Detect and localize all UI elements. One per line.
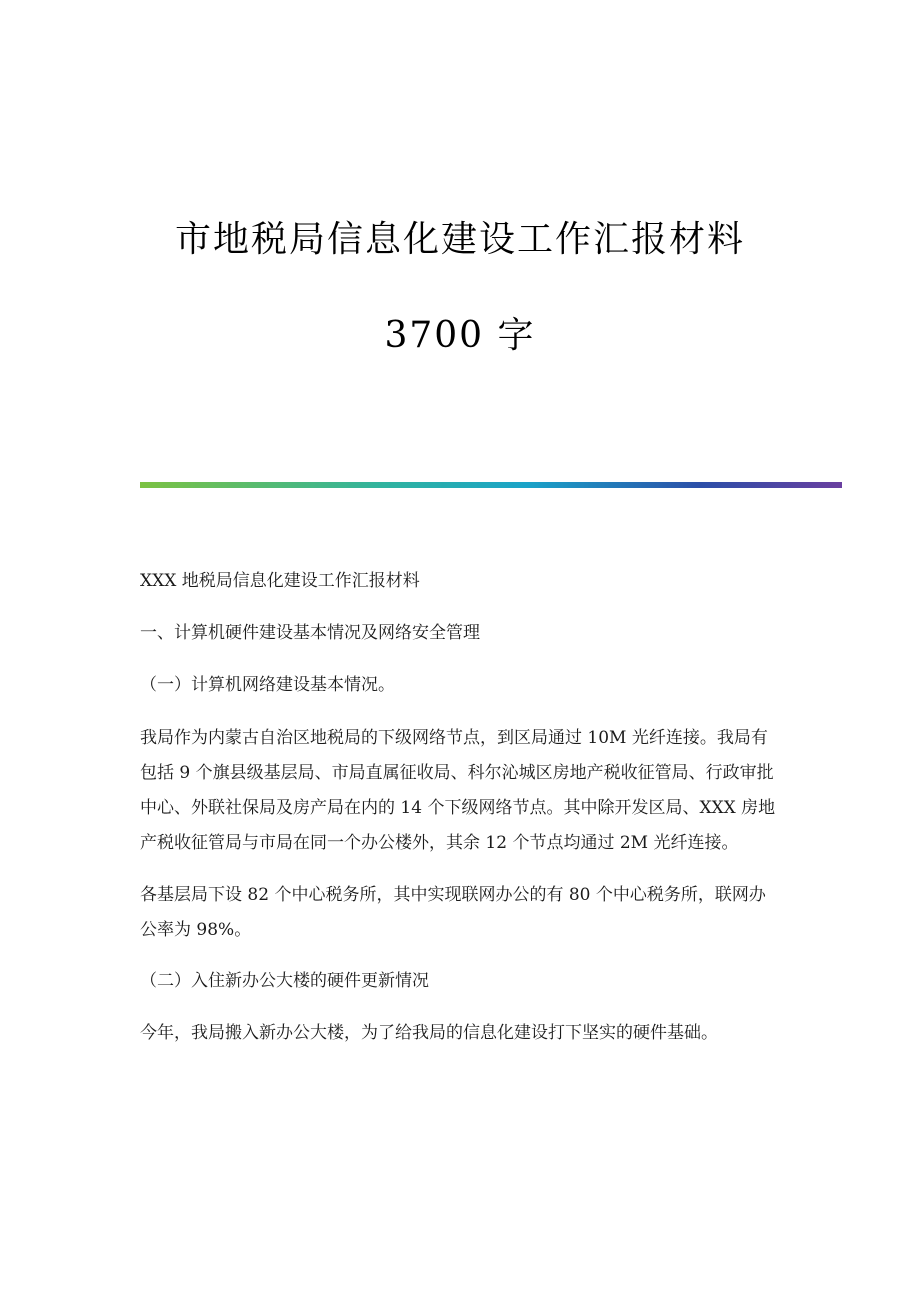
subsection-heading-1: （一）计算机网络建设基本情况。: [140, 675, 395, 695]
document-body: [140, 565, 782, 1069]
section-heading-1: 一、计算机硬件建设基本情况及网络安全管理: [140, 623, 480, 643]
document-title: 市地税局信息化建设工作汇报材料: [174, 219, 745, 260]
paragraph-network-nodes: 我局作为内蒙古自治区地税局的下级网络节点，到区局通过 10M 光纤连接。我局有包括 9 个旗县级基层局、市局直属征收局、科尔沁城区房地产税收征管局、行政审批中心、外联社保局及房产局在内的 14 个下级网络节点。其中除开发区局、XXX 房地产税收征管局与市局在同一个办公楼外，其余 12 个节点均通过 2M 光纤连接。: [140, 728, 776, 853]
subsection-heading-2: （二）入住新办公大楼的硬件更新情况: [140, 971, 429, 991]
paragraph-new-building: 今年，我局搬入新办公大楼，为了给我局的信息化建设打下坚实的硬件基础。: [140, 1023, 718, 1043]
doc-heading: XXX 地税局信息化建设工作汇报材料: [140, 571, 420, 591]
paragraph-tax-offices: 各基层局下设 82 个中心税务所，其中实现联网办公的有 80 个中心税务所，联网办公率为 98%。: [140, 885, 766, 940]
gradient-divider: [140, 482, 842, 488]
document-title-word-count: 3700 字: [384, 315, 536, 356]
